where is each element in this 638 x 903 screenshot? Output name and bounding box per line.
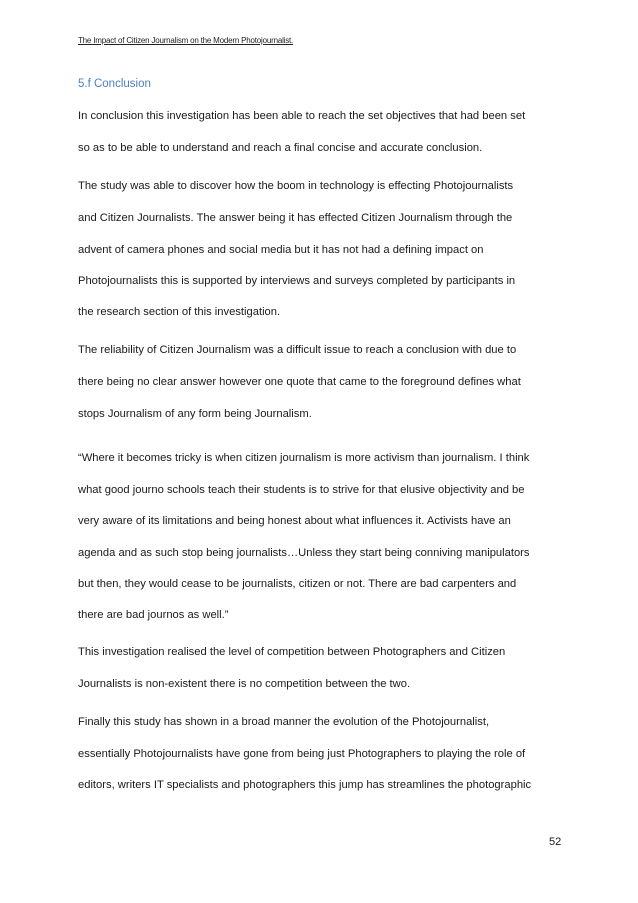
section-heading: 5.f Conclusion <box>78 78 151 90</box>
body-line: advent of camera phones and social media but it has not had a defining impact on <box>78 244 484 256</box>
body-line: essentially Photojournalists have gone from being just Photographers to playing the role of <box>78 748 526 760</box>
page-number: 52 <box>549 836 562 848</box>
body-line: This investigation realised the level of competition between Photographers and Citizen <box>78 646 506 658</box>
quote-line: “Where it becomes tricky is when citizen journalism is more activism than journalism. I think <box>78 452 530 464</box>
quote-line: agenda and as such stop being journalists…Unless they start being conniving manipulators <box>78 547 530 559</box>
quote-line: but then, they would cease to be journalists, citizen or not. There are bad carpenters and <box>78 578 517 590</box>
body-line: In conclusion this investigation has been able to reach the set objectives that had been set <box>78 110 526 122</box>
body-line: The reliability of Citizen Journalism was a difficult issue to reach a conclusion with due to <box>78 344 517 356</box>
body-line: The study was able to discover how the boom in technology is effecting Photojournalists <box>78 180 514 192</box>
body-line: Photojournalists this is supported by interviews and surveys completed by participants in <box>78 275 516 287</box>
body-line: Journalists is non-existent there is no competition between the two. <box>78 678 411 690</box>
body-line: Finally this study has shown in a broad manner the evolution of the Photojournalist, <box>78 716 490 728</box>
quote-line: what good journo schools teach their students is to strive for that elusive objectivity and be <box>78 484 525 496</box>
body-line: and Citizen Journalists. The answer being it has effected Citizen Journalism through the <box>78 212 513 224</box>
quote-line: there are bad journos as well.” <box>78 609 229 621</box>
body-line: there being no clear answer however one quote that came to the foreground defines what <box>78 376 521 388</box>
body-line: so as to be able to understand and reach a final concise and accurate conclusion. <box>78 142 483 154</box>
quote-line: very aware of its limitations and being honest about what influences it. Activists have an <box>78 515 511 527</box>
body-line: stops Journalism of any form being Journalism. <box>78 408 312 420</box>
body-line: the research section of this investigation. <box>78 306 281 318</box>
body-line: editors, writers IT specialists and photographers this jump has streamlines the photographic <box>78 779 532 791</box>
running-header: The Impact of Citizen Journalism on the Modern Photojournalist. <box>78 36 294 45</box>
